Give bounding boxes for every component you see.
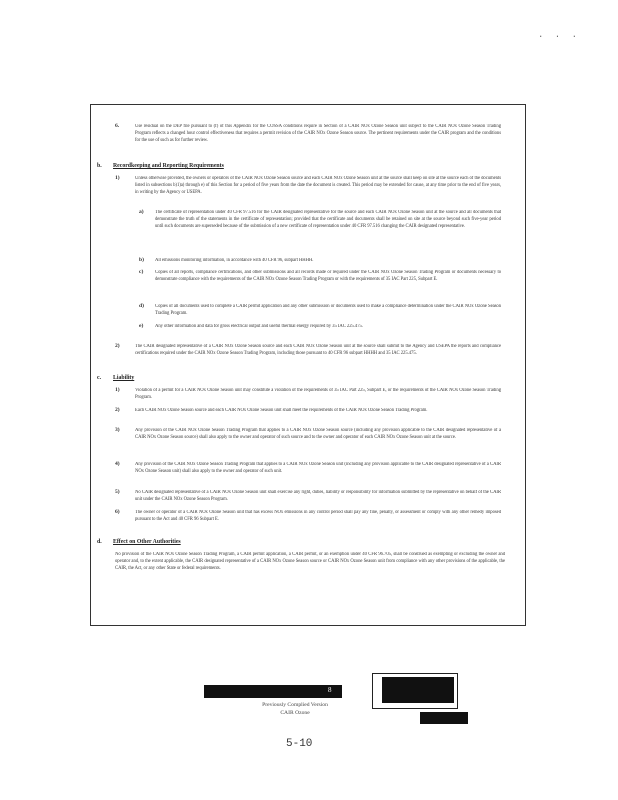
- document-frame: [90, 104, 526, 626]
- item-label: a): [139, 209, 144, 215]
- item-label: 2): [115, 343, 120, 349]
- item-label: 6): [115, 509, 120, 515]
- section-heading: [97, 375, 497, 382]
- paragraph-text: Copies of all reports, compliance certifications, and other submissions and all records made or required under the CAIR NOx Ozone Season Trading Program or documents necessary to demonstrate compliance with the requirements of the CAIR NOx Ozone Season Trading Program or with the requirements of 35 IAC Part 225, Subpart E.: [155, 270, 501, 282]
- paragraph-text: Any other information and data for gross electrical output and useful thermal energy required by 35 IAC 225.475.: [155, 324, 363, 329]
- item-label: d): [139, 303, 144, 309]
- paragraph-text: No provision of the CAIR NOx Ozone Season Trading Program, a CAIR permit application, a CAIR permit, or an exemption under 40 CFR 96.705, shall be construed as exempting or excluding the owner and operator and, to the extent applicable, the CAIR designated representative of a CAIR NOx Ozone Season source or CAIR NOx Ozone Season unit from compliance with any other provisions of the applicable, the CAIR, the Act, or any other State or federal requirements.: [115, 552, 505, 571]
- paragraph-text: The CAIR designated representative of a CAIR NOx Ozone Season source and each CAIR NOx Ozone Season unit at the source shall submit to the Agency and USEPA the reports and compliance certifications required under the CAIR NOx Ozone Season Trading Program, including those pursuant to 40 CFR 96 subpart HHHH and 35 IAC 225.475.: [135, 344, 501, 356]
- paragraph-text: Each CAIR NOx Ozone Season source and each CAIR NOx Ozone Season unit shall meet the requirements of the CAIR NOx Ozone Season Trading Program.: [135, 408, 428, 413]
- paragraph-text: Use residual on the DEP file pursuant to (f) of this Appendix for the COSSA conditions require in Section of a CAIR NOx Ozone Season unit subject to the CAIR NOx Ozone Season Trading Program reflects a changed hour control effectiveness that requires a permit revision of the CAIR NOx Ozone Season source. The pertinent requirements under the CAIR program and the conditions for the use of such as for further review.: [135, 124, 501, 143]
- paragraph-text: The certificate of representation under 40 CFR 97.516 for the CAIR designated representative for the source and each CAIR NOx Ozone Season unit at the source and all documents that demonstrate the truth of the statements in the certificate of representation; provided that the certificate and documents shall be retained on site at the source beyond such five-year period until such documents are superseded because of the submission of a new certificate of representation under 40 CFR 97.516 changing the CAIR designated representative.: [155, 210, 501, 229]
- section-heading-label: d.: [97, 539, 102, 545]
- section-heading: [97, 539, 497, 546]
- redaction-bar: [204, 685, 342, 698]
- corner-marks: · · ·: [537, 32, 580, 42]
- section-heading-label: c.: [97, 375, 102, 381]
- redaction-box-fill: [382, 677, 454, 703]
- paragraph-text: Any provision of the CAIR NOx Ozone Season Trading Program that applies to a CAIR NOx Ozone Season unit (including any provision applicable to the CAIR designated representative of a CAIR NOx Ozone Season unit) shall also apply to the owner and operator of such unit.: [135, 462, 501, 474]
- item-label: 6.: [115, 123, 120, 129]
- item-label: 2): [115, 407, 120, 413]
- section-heading-text: Recordkeeping and Reporting Requirements: [113, 163, 224, 169]
- item-label: 4): [115, 461, 120, 467]
- paragraph-text: Unless otherwise provided, the owners or operators of the CAIR NOx Ozone Season source and each CAIR NOx Ozone Season unit at the source shall keep on site at the source each of the documents listed in subsections b)1)a) through e) of this Section for a period of five years from the date the document is created. This period may be extended for cause, at any time prior to the end of five years, in writing by the Agency or USEPA.: [135, 176, 501, 195]
- item-label: e): [139, 323, 144, 329]
- item-label: 1): [115, 175, 120, 181]
- section-heading-text: Effect on Other Authorities: [113, 539, 181, 545]
- item-label: c): [139, 269, 144, 275]
- paragraph-text: All emissions monitoring information, in accordance with 40 CFR 96, subpart HHHH.: [155, 258, 314, 263]
- paragraph-text: The owner or operator of a CAIR NOx Ozone Season unit that has excess NOx emissions in any control period shall pay any fine, penalty, or assessment or comply with any other remedy imposed pursuant to the Act and 40 CFR 96 Subpart E.: [135, 510, 501, 522]
- page-number: 5-10: [286, 738, 313, 750]
- item-label: b): [139, 257, 144, 263]
- footer-caption-2: CAIR Ozone: [280, 710, 310, 716]
- section-heading-label: b.: [97, 163, 102, 169]
- paragraph-text: No CAIR designated representative of a CAIR NOx Ozone Season unit shall exercise any right, duties, liability or responsibility for information submitted by the representative on behalf of the CAIR unit under the CAIR NOx Ozone Season Program.: [135, 490, 501, 502]
- paragraph-text: Violation of a permit for a CAIR NOx Ozone Season unit may constitute a violation of the requirements of 35 IAC Part 225, Subpart E, or the requirements of the CAIR NOx Ozone Season Trading Program.: [135, 388, 501, 400]
- redaction-bar-number: 8: [328, 686, 332, 694]
- item-label: 1): [115, 387, 120, 393]
- paragraph-text: Any provision of the CAIR NOx Ozone Season Trading Program that applies to a CAIR NOx Ozone Season source (including any provision applicable to the CAIR designated representative of a CAIR NOx Ozone Season source) shall also apply to the owner and operator of such source and to the owner and operator of each CAIR NOx Ozone Season unit at the source.: [135, 428, 501, 440]
- redaction-small-bar: [420, 712, 468, 724]
- paragraph-text: Copies of all documents used to complete a CAIR permit application and any other submission or documents used to make a compliance determination under the CAIR NOx Ozone Season Trading Program.: [155, 304, 501, 316]
- item-label: 5): [115, 489, 120, 495]
- section-heading: [97, 163, 497, 170]
- footer-caption-1: Previously Complied Version: [262, 702, 328, 708]
- section-heading-text: Liability: [113, 375, 135, 381]
- item-label: 3): [115, 427, 120, 433]
